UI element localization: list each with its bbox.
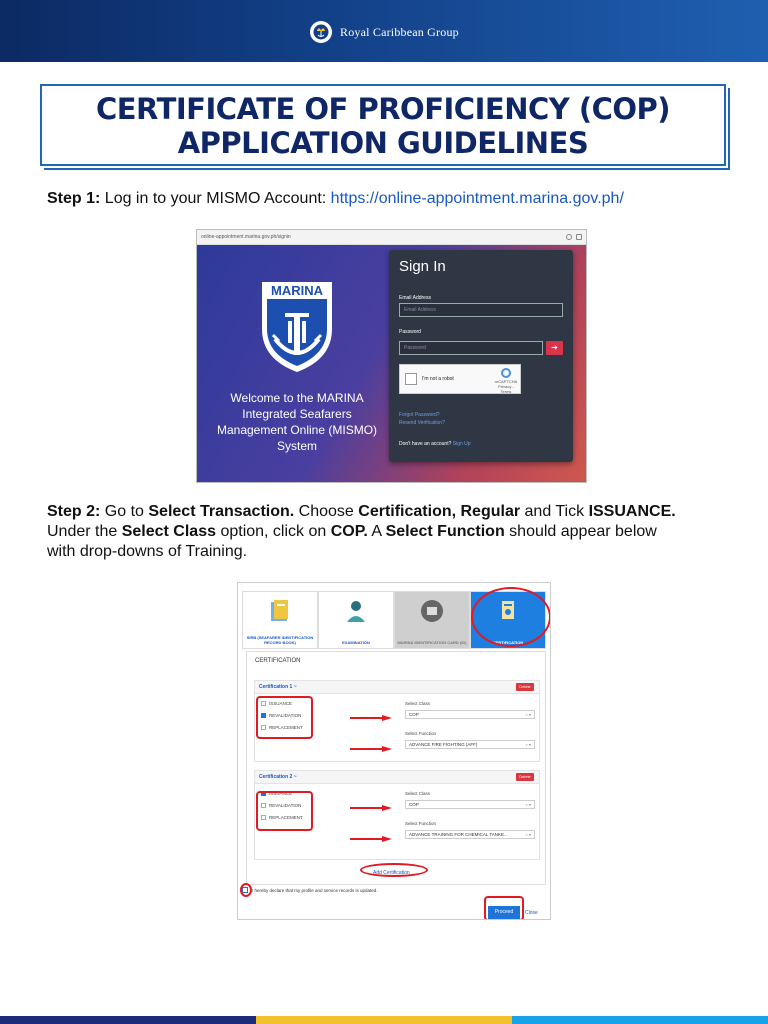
title-line-2: APPLICATION GUIDELINES — [177, 126, 589, 160]
option-label: REVALIDATION — [269, 803, 302, 808]
certification-2-header — [255, 771, 539, 784]
card-marina-id-label: MARINA IDENTIFICATION CARD (ID) — [397, 640, 467, 645]
book-icon — [267, 598, 293, 624]
step-2-label: Step 2: — [47, 503, 101, 520]
email-field[interactable]: Email Address — [399, 303, 563, 317]
declaration-text: I hereby declare that my profile and service records is updated. — [252, 888, 378, 893]
highlight-certification-card — [471, 587, 551, 647]
email-label: Email Address — [399, 295, 431, 301]
step-2-t2: Choose — [294, 503, 359, 520]
header-bar — [0, 0, 768, 62]
red-arrow-icon — [350, 715, 392, 721]
select-function-dropdown[interactable]: ADVANCE FIRE FIGHTING (AFF) × ▾ — [405, 740, 535, 749]
highlight-options-2 — [256, 791, 313, 831]
page-title — [42, 92, 724, 160]
red-arrow-icon — [350, 746, 392, 752]
crown-anchor-logo-icon — [310, 21, 332, 43]
signin-screenshot — [196, 229, 587, 483]
select-function-label: Select Function — [405, 731, 437, 736]
certification-panel — [246, 651, 546, 885]
step-2-line-3: with drop-downs of Training. — [47, 543, 248, 560]
footer-stripe-gold — [256, 1016, 512, 1024]
step-2-b3: ISSUANCE. — [588, 503, 676, 520]
step-2-t6: A — [367, 523, 386, 540]
option-label: REVALIDATION — [269, 713, 302, 718]
browser-url: online-appointment.marina.gov.ph/signin — [201, 234, 291, 240]
recaptcha-widget — [399, 364, 521, 394]
step-2-line-1 — [47, 502, 737, 522]
step-2-t3: and Tick — [520, 503, 589, 520]
examinee-icon — [343, 598, 369, 624]
captcha-terms: Privacy - Terms — [498, 384, 514, 394]
step-2-b2: Certification, Regular — [358, 503, 521, 520]
option-label: REPLACEMENT — [269, 815, 303, 820]
no-account-label: Don't have an account? — [399, 441, 452, 447]
card-sirb-label: SIRB (SEAFARER IDENTIFICATION RECORD BOOK) — [246, 635, 314, 645]
id-card-icon — [419, 598, 445, 624]
card-certification-label: CERTIFICATION — [492, 640, 524, 645]
sign-up-link[interactable]: Sign Up — [452, 441, 471, 447]
card-examination-label: EXAMINATION — [342, 640, 370, 645]
step-2-t4: Under the — [47, 523, 122, 540]
step-2-text — [47, 502, 737, 562]
proceed-button[interactable]: Proceed — [488, 906, 520, 919]
option-label: REPLACEMENT — [269, 725, 303, 730]
brand-name: Royal Caribbean Group — [340, 24, 459, 39]
title-box — [40, 84, 726, 166]
recaptcha-logo — [494, 368, 518, 394]
step-2-t7: should appear below — [504, 523, 657, 540]
highlight-options-1 — [256, 696, 313, 739]
footer-stripe-navy — [0, 1016, 256, 1024]
step-2-b4: Select Class — [121, 523, 216, 540]
step-1-text — [47, 189, 624, 209]
captcha-label: I'm not a robot — [422, 376, 454, 382]
resend-verification-link[interactable]: Resend Verification? — [399, 420, 445, 426]
delete-button[interactable]: Delete — [516, 773, 534, 781]
title-line-1: CERTIFICATE OF PROFICIENCY (COP) — [95, 92, 671, 126]
marina-logo-text: MARINA — [271, 283, 323, 298]
step-1-body: Log in to your MISMO Account: — [100, 190, 331, 207]
red-arrow-icon — [350, 805, 392, 811]
certification-1-title: Certification 1 ~ — [259, 684, 297, 690]
step-2-b6: Select Function — [385, 523, 505, 540]
step-2-t5: option, click on — [216, 523, 331, 540]
add-certification-link[interactable]: Add Certification — [373, 870, 410, 876]
select-class-dropdown[interactable]: COP × ▾ — [405, 800, 535, 809]
signin-arrow-button[interactable]: ➜ — [546, 341, 563, 355]
red-arrow-icon — [350, 836, 392, 842]
signin-title: Sign In — [399, 258, 446, 275]
refresh-icon — [566, 234, 572, 240]
step-2-b5: COP. — [330, 523, 368, 540]
signin-hero — [197, 245, 587, 483]
delete-button[interactable]: Delete — [516, 683, 534, 691]
card-examination[interactable] — [318, 591, 394, 649]
card-sirb[interactable] — [242, 591, 318, 649]
brand — [310, 19, 459, 45]
step-2-b1: Select Transaction. — [148, 503, 295, 520]
footer-stripe-blue — [512, 1016, 768, 1024]
select-function-label: Select Function — [405, 821, 437, 826]
mismo-link[interactable]: https://online-appointment.marina.gov.ph/ — [330, 190, 624, 207]
step-2-line-2 — [47, 522, 737, 542]
welcome-text: Welcome to the MARINA Integrated Seafarers Management Online (MISMO) System — [216, 391, 378, 453]
browser-url-bar — [197, 230, 586, 245]
step-2-t1: Go to — [100, 503, 149, 520]
captcha-checkbox[interactable] — [405, 373, 417, 385]
card-marina-id[interactable] — [394, 591, 470, 649]
select-class-label: Select Class — [405, 791, 431, 796]
captcha-brand: reCAPTCHA — [494, 379, 518, 384]
highlight-proceed — [484, 896, 524, 920]
no-account-text — [399, 441, 471, 447]
highlight-declaration — [240, 883, 252, 897]
signin-panel — [389, 250, 573, 462]
option-label: ISSUANCE — [269, 791, 293, 796]
close-button[interactable]: Close — [525, 910, 538, 916]
forgot-password-link[interactable]: Forgot Password? — [399, 412, 440, 418]
transaction-screenshot — [237, 582, 551, 920]
certification-1-header — [255, 681, 539, 694]
select-class-dropdown[interactable]: COP × ▾ — [405, 710, 535, 719]
select-class-label: Select Class — [405, 701, 431, 706]
recaptcha-icon — [501, 368, 511, 378]
highlight-add-certification — [360, 863, 428, 877]
step-1-label: Step 1: — [47, 190, 101, 207]
option-label: ISSUANCE — [269, 701, 293, 706]
footer-stripes — [0, 1016, 768, 1024]
password-field[interactable]: Password — [399, 341, 543, 355]
select-function-dropdown[interactable]: ADVANCE TRAINING FOR CHEMICAL TANKE... × ▾ — [405, 830, 535, 839]
certification-panel-title: CERTIFICATION — [255, 658, 301, 664]
password-label: Password — [399, 329, 421, 335]
share-icon — [576, 234, 582, 240]
certification-2-title: Certification 2 ~ — [259, 774, 297, 780]
